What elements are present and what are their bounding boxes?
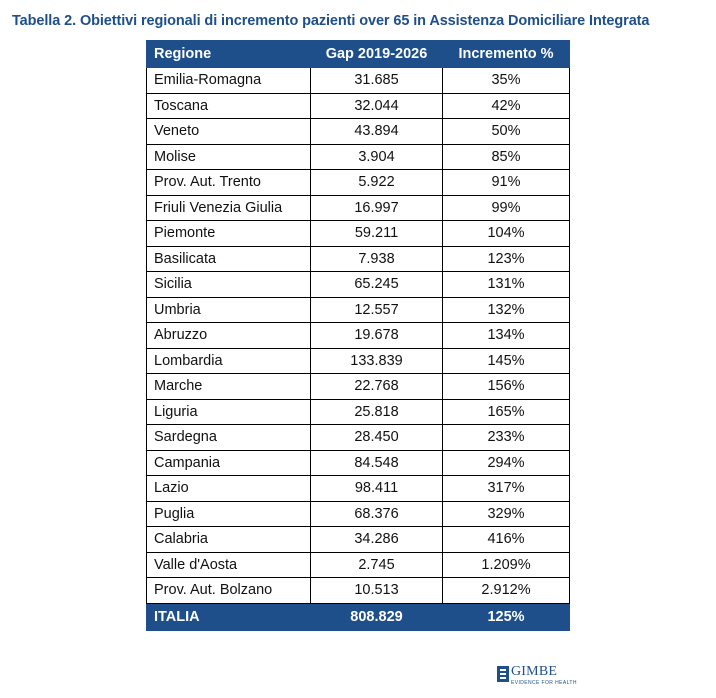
cell-incremento: 416% xyxy=(443,527,570,553)
table-row xyxy=(147,399,570,425)
cell-incremento: 156% xyxy=(443,374,570,400)
total-incremento: 125% xyxy=(443,603,570,630)
cell-incremento: 123% xyxy=(443,246,570,272)
table-row xyxy=(147,348,570,374)
cell-regione: Molise xyxy=(147,144,311,170)
cell-gap: 68.376 xyxy=(311,501,443,527)
cell-gap: 98.411 xyxy=(311,476,443,502)
cell-gap: 5.922 xyxy=(311,170,443,196)
header-row xyxy=(147,41,570,68)
cell-gap: 31.685 xyxy=(311,68,443,94)
column-header-regione: Regione xyxy=(147,41,311,68)
table-row xyxy=(147,527,570,553)
table-title: Tabella 2. Obiettivi regionali di incremento pazienti over 65 in Assistenza Domiciliare Integrata xyxy=(12,13,650,29)
table-row xyxy=(147,68,570,94)
cell-regione: Umbria xyxy=(147,297,311,323)
cell-regione: Calabria xyxy=(147,527,311,553)
gimbe-logo xyxy=(497,664,577,690)
cell-regione: Prov. Aut. Trento xyxy=(147,170,311,196)
table-row xyxy=(147,476,570,502)
cell-gap: 16.997 xyxy=(311,195,443,221)
cell-incremento: 99% xyxy=(443,195,570,221)
cell-incremento: 1.209% xyxy=(443,552,570,578)
cell-gap: 43.894 xyxy=(311,119,443,145)
cell-gap: 19.678 xyxy=(311,323,443,349)
cell-regione: Friuli Venezia Giulia xyxy=(147,195,311,221)
cell-incremento: 132% xyxy=(443,297,570,323)
cell-regione: Campania xyxy=(147,450,311,476)
cell-incremento: 131% xyxy=(443,272,570,298)
cell-incremento: 294% xyxy=(443,450,570,476)
gimbe-logo-mark-icon xyxy=(497,666,509,682)
cell-gap: 25.818 xyxy=(311,399,443,425)
cell-regione: Toscana xyxy=(147,93,311,119)
cell-incremento: 233% xyxy=(443,425,570,451)
table-row xyxy=(147,144,570,170)
cell-regione: Sicilia xyxy=(147,272,311,298)
cell-incremento: 85% xyxy=(443,144,570,170)
cell-incremento: 329% xyxy=(443,501,570,527)
cell-incremento: 134% xyxy=(443,323,570,349)
table-row xyxy=(147,119,570,145)
cell-regione: Lombardia xyxy=(147,348,311,374)
cell-gap: 12.557 xyxy=(311,297,443,323)
table-row xyxy=(147,501,570,527)
table-row xyxy=(147,552,570,578)
cell-gap: 2.745 xyxy=(311,552,443,578)
total-gap: 808.829 xyxy=(311,603,443,630)
cell-gap: 65.245 xyxy=(311,272,443,298)
cell-gap: 59.211 xyxy=(311,221,443,247)
cell-gap: 7.938 xyxy=(311,246,443,272)
cell-gap: 133.839 xyxy=(311,348,443,374)
cell-gap: 22.768 xyxy=(311,374,443,400)
cell-gap: 10.513 xyxy=(311,578,443,604)
column-header-gap: Gap 2019-2026 xyxy=(311,41,443,68)
regional-targets-table xyxy=(146,40,570,631)
cell-gap: 84.548 xyxy=(311,450,443,476)
table-row xyxy=(147,374,570,400)
table-row xyxy=(147,323,570,349)
cell-incremento: 145% xyxy=(443,348,570,374)
cell-incremento: 165% xyxy=(443,399,570,425)
table-row xyxy=(147,246,570,272)
cell-gap: 32.044 xyxy=(311,93,443,119)
cell-gap: 28.450 xyxy=(311,425,443,451)
cell-incremento: 50% xyxy=(443,119,570,145)
table-row xyxy=(147,450,570,476)
cell-regione: Sardegna xyxy=(147,425,311,451)
table-row xyxy=(147,195,570,221)
cell-regione: Basilicata xyxy=(147,246,311,272)
cell-regione: Veneto xyxy=(147,119,311,145)
table-row xyxy=(147,297,570,323)
cell-incremento: 91% xyxy=(443,170,570,196)
cell-regione: Liguria xyxy=(147,399,311,425)
cell-gap: 34.286 xyxy=(311,527,443,553)
table-row xyxy=(147,272,570,298)
cell-regione: Piemonte xyxy=(147,221,311,247)
cell-incremento: 42% xyxy=(443,93,570,119)
total-label: ITALIA xyxy=(147,603,311,630)
table-row xyxy=(147,221,570,247)
cell-incremento: 104% xyxy=(443,221,570,247)
table-row xyxy=(147,93,570,119)
table-row xyxy=(147,578,570,604)
table-row xyxy=(147,425,570,451)
logo-tagline: EVIDENCE FOR HEALTH xyxy=(511,680,577,686)
logo-name: GIMBE xyxy=(511,664,558,679)
cell-regione: Valle d'Aosta xyxy=(147,552,311,578)
column-header-incremento: Incremento % xyxy=(443,41,570,68)
cell-incremento: 317% xyxy=(443,476,570,502)
cell-regione: Prov. Aut. Bolzano xyxy=(147,578,311,604)
cell-regione: Puglia xyxy=(147,501,311,527)
cell-incremento: 2.912% xyxy=(443,578,570,604)
cell-incremento: 35% xyxy=(443,68,570,94)
cell-regione: Marche xyxy=(147,374,311,400)
total-row xyxy=(147,603,570,630)
cell-regione: Emilia-Romagna xyxy=(147,68,311,94)
cell-gap: 3.904 xyxy=(311,144,443,170)
cell-regione: Lazio xyxy=(147,476,311,502)
cell-regione: Abruzzo xyxy=(147,323,311,349)
table-row xyxy=(147,170,570,196)
